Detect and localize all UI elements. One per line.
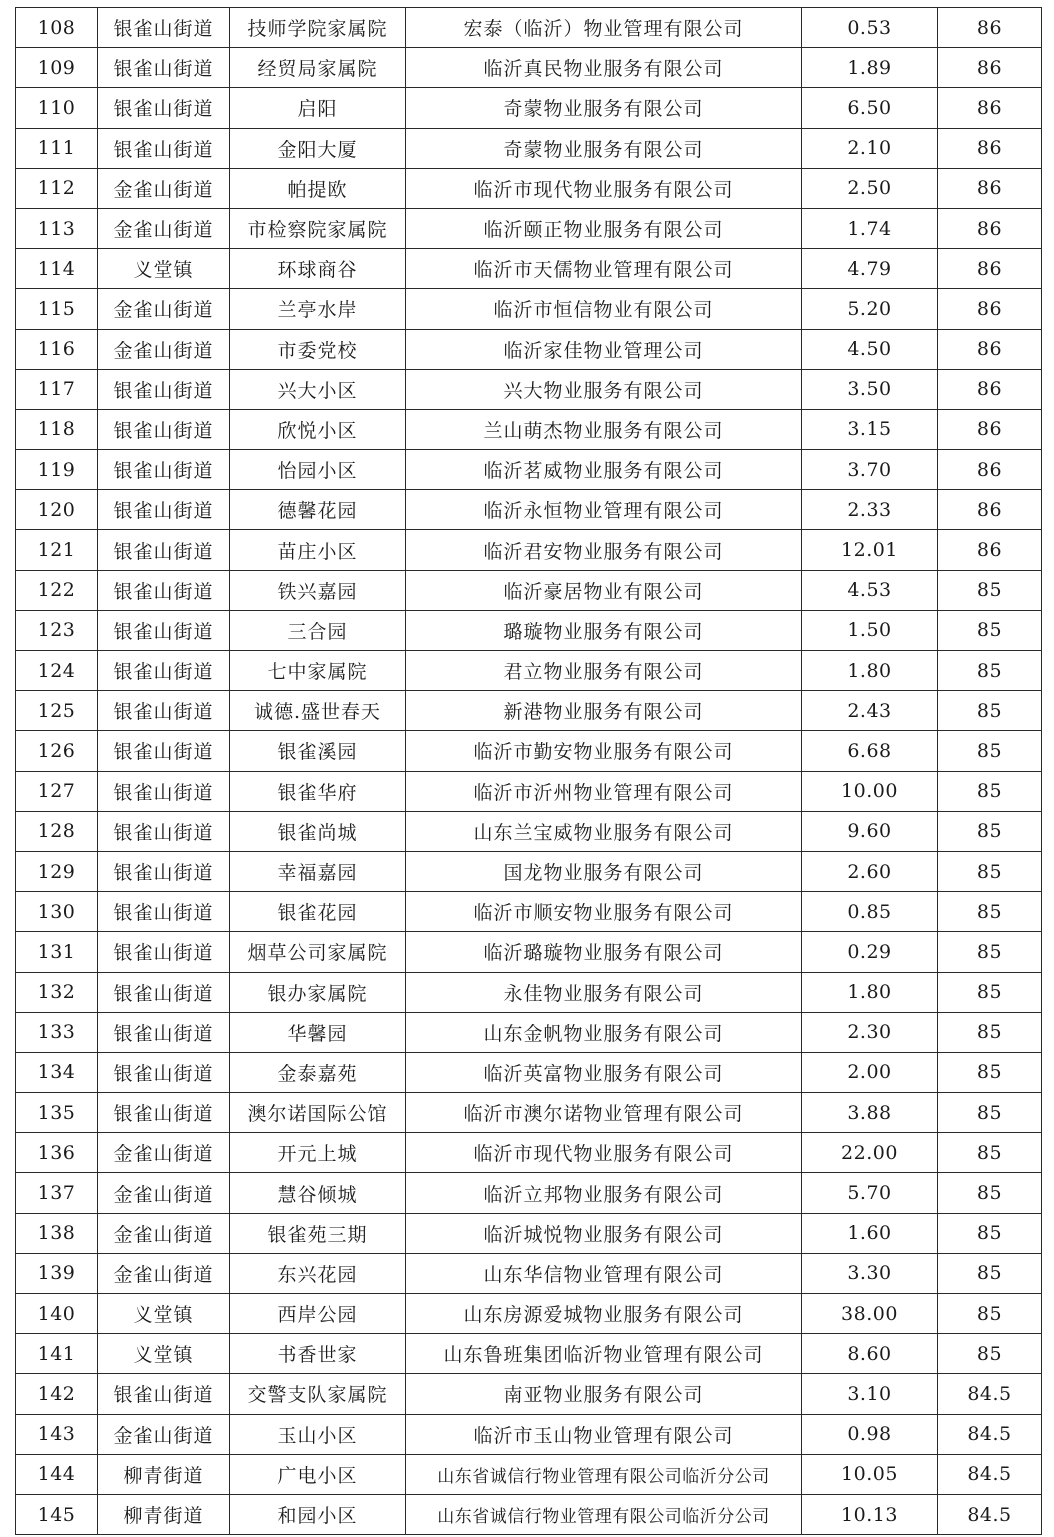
area-cell: 1.89 xyxy=(802,48,938,88)
community-cell: 环球商谷 xyxy=(230,249,406,289)
row-number-cell: 118 xyxy=(16,409,98,449)
street-cell: 银雀山街道 xyxy=(98,731,230,771)
community-cell: 三合园 xyxy=(230,610,406,650)
score-cell: 85 xyxy=(938,691,1042,731)
company-cell: 山东省诚信行物业管理有限公司临沂分公司 xyxy=(406,1454,802,1494)
community-cell: 技师学院家属院 xyxy=(230,8,406,48)
table-row xyxy=(16,128,1042,168)
company-cell: 永佳物业服务有限公司 xyxy=(406,972,802,1012)
table-row xyxy=(16,610,1042,650)
table-row xyxy=(16,570,1042,610)
company-cell: 临沂永恒物业管理有限公司 xyxy=(406,490,802,530)
score-cell: 85 xyxy=(938,771,1042,811)
score-cell: 85 xyxy=(938,811,1042,851)
score-cell: 86 xyxy=(938,329,1042,369)
score-cell: 84.5 xyxy=(938,1414,1042,1454)
table-row xyxy=(16,1294,1042,1334)
score-cell: 86 xyxy=(938,208,1042,248)
score-cell: 85 xyxy=(938,1334,1042,1374)
company-cell: 山东房源爱城物业服务有限公司 xyxy=(406,1294,802,1334)
score-cell: 84.5 xyxy=(938,1494,1042,1534)
row-number-cell: 111 xyxy=(16,128,98,168)
company-cell: 临沂茗威物业服务有限公司 xyxy=(406,450,802,490)
row-number-cell: 134 xyxy=(16,1052,98,1092)
area-cell: 2.33 xyxy=(802,490,938,530)
area-cell: 6.50 xyxy=(802,88,938,128)
community-cell: 德馨花园 xyxy=(230,490,406,530)
community-cell: 幸福嘉园 xyxy=(230,851,406,891)
company-cell: 临沂真民物业服务有限公司 xyxy=(406,48,802,88)
area-cell: 5.70 xyxy=(802,1173,938,1213)
community-cell: 开元上城 xyxy=(230,1133,406,1173)
table-row xyxy=(16,851,1042,891)
row-number-cell: 122 xyxy=(16,570,98,610)
area-cell: 12.01 xyxy=(802,530,938,570)
table-row xyxy=(16,289,1042,329)
street-cell: 银雀山街道 xyxy=(98,972,230,1012)
company-cell: 临沂立邦物业服务有限公司 xyxy=(406,1173,802,1213)
company-cell: 临沂家佳物业管理公司 xyxy=(406,329,802,369)
row-number-cell: 121 xyxy=(16,530,98,570)
score-cell: 85 xyxy=(938,1012,1042,1052)
community-cell: 七中家属院 xyxy=(230,651,406,691)
company-cell: 临沂豪居物业有限公司 xyxy=(406,570,802,610)
company-cell: 山东省诚信行物业管理有限公司临沂分公司 xyxy=(406,1494,802,1534)
area-cell: 1.50 xyxy=(802,610,938,650)
table-row xyxy=(16,1173,1042,1213)
table-row xyxy=(16,208,1042,248)
street-cell: 银雀山街道 xyxy=(98,651,230,691)
community-cell: 广电小区 xyxy=(230,1454,406,1494)
street-cell: 银雀山街道 xyxy=(98,88,230,128)
row-number-cell: 135 xyxy=(16,1093,98,1133)
company-cell: 临沂市现代物业服务有限公司 xyxy=(406,168,802,208)
table-row xyxy=(16,8,1042,48)
score-cell: 85 xyxy=(938,570,1042,610)
table-row xyxy=(16,530,1042,570)
community-cell: 帕提欧 xyxy=(230,168,406,208)
community-cell: 华馨园 xyxy=(230,1012,406,1052)
community-cell: 金阳大厦 xyxy=(230,128,406,168)
table-row xyxy=(16,651,1042,691)
company-cell: 山东兰宝威物业服务有限公司 xyxy=(406,811,802,851)
table-row xyxy=(16,771,1042,811)
street-cell: 义堂镇 xyxy=(98,1334,230,1374)
community-cell: 市检察院家属院 xyxy=(230,208,406,248)
table-row xyxy=(16,731,1042,771)
area-cell: 9.60 xyxy=(802,811,938,851)
table-row xyxy=(16,1093,1042,1133)
company-cell: 临沂市沂州物业管理有限公司 xyxy=(406,771,802,811)
area-cell: 4.53 xyxy=(802,570,938,610)
row-number-cell: 143 xyxy=(16,1414,98,1454)
street-cell: 银雀山街道 xyxy=(98,892,230,932)
area-cell: 38.00 xyxy=(802,1294,938,1334)
street-cell: 银雀山街道 xyxy=(98,8,230,48)
company-cell: 临沂颐正物业服务有限公司 xyxy=(406,208,802,248)
table-row xyxy=(16,1494,1042,1534)
table-row xyxy=(16,450,1042,490)
table-row xyxy=(16,892,1042,932)
community-cell: 经贸局家属院 xyxy=(230,48,406,88)
community-cell: 慧谷倾城 xyxy=(230,1173,406,1213)
street-cell: 银雀山街道 xyxy=(98,1052,230,1092)
row-number-cell: 144 xyxy=(16,1454,98,1494)
row-number-cell: 109 xyxy=(16,48,98,88)
community-cell: 金泰嘉苑 xyxy=(230,1052,406,1092)
score-cell: 86 xyxy=(938,369,1042,409)
row-number-cell: 114 xyxy=(16,249,98,289)
row-number-cell: 141 xyxy=(16,1334,98,1374)
community-cell: 烟草公司家属院 xyxy=(230,932,406,972)
table-row xyxy=(16,1334,1042,1374)
company-cell: 山东华信物业管理有限公司 xyxy=(406,1253,802,1293)
area-cell: 3.70 xyxy=(802,450,938,490)
area-cell: 22.00 xyxy=(802,1133,938,1173)
table-row xyxy=(16,972,1042,1012)
score-cell: 85 xyxy=(938,1253,1042,1293)
area-cell: 1.80 xyxy=(802,651,938,691)
score-cell: 85 xyxy=(938,1093,1042,1133)
table-row xyxy=(16,1253,1042,1293)
area-cell: 0.53 xyxy=(802,8,938,48)
property-score-table xyxy=(15,7,1042,1535)
street-cell: 金雀山街道 xyxy=(98,1414,230,1454)
company-cell: 宏泰（临沂）物业管理有限公司 xyxy=(406,8,802,48)
area-cell: 2.50 xyxy=(802,168,938,208)
street-cell: 银雀山街道 xyxy=(98,490,230,530)
street-cell: 金雀山街道 xyxy=(98,1133,230,1173)
score-cell: 85 xyxy=(938,610,1042,650)
row-number-cell: 137 xyxy=(16,1173,98,1213)
area-cell: 1.74 xyxy=(802,208,938,248)
score-cell: 86 xyxy=(938,8,1042,48)
area-cell: 10.00 xyxy=(802,771,938,811)
row-number-cell: 132 xyxy=(16,972,98,1012)
row-number-cell: 133 xyxy=(16,1012,98,1052)
community-cell: 欣悦小区 xyxy=(230,409,406,449)
score-cell: 86 xyxy=(938,88,1042,128)
company-cell: 临沂市勤安物业服务有限公司 xyxy=(406,731,802,771)
score-cell: 86 xyxy=(938,128,1042,168)
row-number-cell: 138 xyxy=(16,1213,98,1253)
street-cell: 金雀山街道 xyxy=(98,168,230,208)
row-number-cell: 120 xyxy=(16,490,98,530)
community-cell: 兰亭水岸 xyxy=(230,289,406,329)
row-number-cell: 127 xyxy=(16,771,98,811)
street-cell: 银雀山街道 xyxy=(98,570,230,610)
street-cell: 义堂镇 xyxy=(98,249,230,289)
score-cell: 86 xyxy=(938,168,1042,208)
area-cell: 2.60 xyxy=(802,851,938,891)
score-cell: 86 xyxy=(938,289,1042,329)
score-cell: 85 xyxy=(938,731,1042,771)
table-row xyxy=(16,168,1042,208)
table-row xyxy=(16,88,1042,128)
score-cell: 86 xyxy=(938,249,1042,289)
table-row xyxy=(16,249,1042,289)
street-cell: 银雀山街道 xyxy=(98,610,230,650)
company-cell: 临沂璐璇物业服务有限公司 xyxy=(406,932,802,972)
row-number-cell: 119 xyxy=(16,450,98,490)
row-number-cell: 124 xyxy=(16,651,98,691)
area-cell: 2.00 xyxy=(802,1052,938,1092)
company-cell: 临沂城悦物业服务有限公司 xyxy=(406,1213,802,1253)
row-number-cell: 123 xyxy=(16,610,98,650)
community-cell: 银办家属院 xyxy=(230,972,406,1012)
company-cell: 新港物业服务有限公司 xyxy=(406,691,802,731)
area-cell: 1.80 xyxy=(802,972,938,1012)
area-cell: 8.60 xyxy=(802,1334,938,1374)
area-cell: 3.88 xyxy=(802,1093,938,1133)
company-cell: 临沂市天儒物业管理有限公司 xyxy=(406,249,802,289)
score-cell: 84.5 xyxy=(938,1374,1042,1414)
street-cell: 义堂镇 xyxy=(98,1294,230,1334)
table-row xyxy=(16,329,1042,369)
score-cell: 86 xyxy=(938,48,1042,88)
community-cell: 交警支队家属院 xyxy=(230,1374,406,1414)
score-cell: 85 xyxy=(938,1294,1042,1334)
community-cell: 市委党校 xyxy=(230,329,406,369)
table-row xyxy=(16,1133,1042,1173)
company-cell: 山东鲁班集团临沂物业管理有限公司 xyxy=(406,1334,802,1374)
community-cell: 怡园小区 xyxy=(230,450,406,490)
street-cell: 柳青街道 xyxy=(98,1454,230,1494)
row-number-cell: 140 xyxy=(16,1294,98,1334)
score-cell: 86 xyxy=(938,409,1042,449)
row-number-cell: 115 xyxy=(16,289,98,329)
table-row xyxy=(16,1213,1042,1253)
area-cell: 3.15 xyxy=(802,409,938,449)
area-cell: 4.79 xyxy=(802,249,938,289)
community-cell: 银雀华府 xyxy=(230,771,406,811)
area-cell: 3.30 xyxy=(802,1253,938,1293)
street-cell: 银雀山街道 xyxy=(98,811,230,851)
street-cell: 金雀山街道 xyxy=(98,329,230,369)
score-cell: 85 xyxy=(938,1173,1042,1213)
company-cell: 临沂英富物业服务有限公司 xyxy=(406,1052,802,1092)
community-cell: 铁兴嘉园 xyxy=(230,570,406,610)
table-row xyxy=(16,1012,1042,1052)
street-cell: 银雀山街道 xyxy=(98,530,230,570)
street-cell: 金雀山街道 xyxy=(98,1213,230,1253)
company-cell: 临沂君安物业服务有限公司 xyxy=(406,530,802,570)
row-number-cell: 129 xyxy=(16,851,98,891)
area-cell: 10.13 xyxy=(802,1494,938,1534)
score-cell: 85 xyxy=(938,851,1042,891)
company-cell: 国龙物业服务有限公司 xyxy=(406,851,802,891)
community-cell: 银雀尚城 xyxy=(230,811,406,851)
community-cell: 东兴花园 xyxy=(230,1253,406,1293)
area-cell: 6.68 xyxy=(802,731,938,771)
street-cell: 银雀山街道 xyxy=(98,932,230,972)
row-number-cell: 126 xyxy=(16,731,98,771)
community-cell: 银雀花园 xyxy=(230,892,406,932)
table-row xyxy=(16,811,1042,851)
row-number-cell: 145 xyxy=(16,1494,98,1534)
area-cell: 0.29 xyxy=(802,932,938,972)
score-cell: 85 xyxy=(938,932,1042,972)
area-cell: 0.98 xyxy=(802,1414,938,1454)
street-cell: 金雀山街道 xyxy=(98,208,230,248)
street-cell: 银雀山街道 xyxy=(98,1012,230,1052)
community-cell: 西岸公园 xyxy=(230,1294,406,1334)
company-cell: 兴大物业服务有限公司 xyxy=(406,369,802,409)
area-cell: 1.60 xyxy=(802,1213,938,1253)
company-cell: 君立物业服务有限公司 xyxy=(406,651,802,691)
score-cell: 85 xyxy=(938,1213,1042,1253)
row-number-cell: 116 xyxy=(16,329,98,369)
score-cell: 86 xyxy=(938,450,1042,490)
table-row xyxy=(16,409,1042,449)
street-cell: 银雀山街道 xyxy=(98,409,230,449)
table-row xyxy=(16,490,1042,530)
score-cell: 85 xyxy=(938,892,1042,932)
company-cell: 奇蒙物业服务有限公司 xyxy=(406,128,802,168)
street-cell: 银雀山街道 xyxy=(98,1093,230,1133)
street-cell: 银雀山街道 xyxy=(98,48,230,88)
community-cell: 和园小区 xyxy=(230,1494,406,1534)
community-cell: 玉山小区 xyxy=(230,1414,406,1454)
area-cell: 2.30 xyxy=(802,1012,938,1052)
company-cell: 临沂市恒信物业有限公司 xyxy=(406,289,802,329)
table-row xyxy=(16,1374,1042,1414)
row-number-cell: 125 xyxy=(16,691,98,731)
area-cell: 2.10 xyxy=(802,128,938,168)
score-cell: 86 xyxy=(938,490,1042,530)
score-cell: 84.5 xyxy=(938,1454,1042,1494)
score-cell: 85 xyxy=(938,651,1042,691)
community-cell: 银雀苑三期 xyxy=(230,1213,406,1253)
community-cell: 启阳 xyxy=(230,88,406,128)
area-cell: 3.50 xyxy=(802,369,938,409)
area-cell: 10.05 xyxy=(802,1454,938,1494)
street-cell: 银雀山街道 xyxy=(98,771,230,811)
row-number-cell: 136 xyxy=(16,1133,98,1173)
table-row xyxy=(16,1414,1042,1454)
street-cell: 金雀山街道 xyxy=(98,1253,230,1293)
row-number-cell: 112 xyxy=(16,168,98,208)
table-row xyxy=(16,1454,1042,1494)
street-cell: 银雀山街道 xyxy=(98,1374,230,1414)
row-number-cell: 128 xyxy=(16,811,98,851)
row-number-cell: 117 xyxy=(16,369,98,409)
company-cell: 兰山萌杰物业服务有限公司 xyxy=(406,409,802,449)
table-row xyxy=(16,691,1042,731)
row-number-cell: 131 xyxy=(16,932,98,972)
street-cell: 金雀山街道 xyxy=(98,289,230,329)
company-cell: 临沂市顺安物业服务有限公司 xyxy=(406,892,802,932)
street-cell: 银雀山街道 xyxy=(98,450,230,490)
street-cell: 金雀山街道 xyxy=(98,1173,230,1213)
row-number-cell: 139 xyxy=(16,1253,98,1293)
area-cell: 2.43 xyxy=(802,691,938,731)
row-number-cell: 113 xyxy=(16,208,98,248)
street-cell: 银雀山街道 xyxy=(98,369,230,409)
area-cell: 4.50 xyxy=(802,329,938,369)
row-number-cell: 110 xyxy=(16,88,98,128)
area-cell: 3.10 xyxy=(802,1374,938,1414)
company-cell: 临沂市澳尔诺物业管理有限公司 xyxy=(406,1093,802,1133)
company-cell: 奇蒙物业服务有限公司 xyxy=(406,88,802,128)
community-cell: 银雀溪园 xyxy=(230,731,406,771)
community-cell: 苗庄小区 xyxy=(230,530,406,570)
street-cell: 银雀山街道 xyxy=(98,128,230,168)
score-cell: 85 xyxy=(938,1052,1042,1092)
score-cell: 85 xyxy=(938,1133,1042,1173)
street-cell: 银雀山街道 xyxy=(98,851,230,891)
row-number-cell: 108 xyxy=(16,8,98,48)
table-row xyxy=(16,369,1042,409)
table-body xyxy=(16,8,1042,1535)
area-cell: 5.20 xyxy=(802,289,938,329)
company-cell: 南亚物业服务有限公司 xyxy=(406,1374,802,1414)
company-cell: 璐璇物业服务有限公司 xyxy=(406,610,802,650)
area-cell: 0.85 xyxy=(802,892,938,932)
row-number-cell: 142 xyxy=(16,1374,98,1414)
table-row xyxy=(16,932,1042,972)
score-cell: 85 xyxy=(938,972,1042,1012)
community-cell: 兴大小区 xyxy=(230,369,406,409)
score-cell: 86 xyxy=(938,530,1042,570)
company-cell: 临沂市玉山物业管理有限公司 xyxy=(406,1414,802,1454)
community-cell: 书香世家 xyxy=(230,1334,406,1374)
table-row xyxy=(16,48,1042,88)
street-cell: 柳青街道 xyxy=(98,1494,230,1534)
company-cell: 临沂市现代物业服务有限公司 xyxy=(406,1133,802,1173)
company-cell: 山东金帆物业服务有限公司 xyxy=(406,1012,802,1052)
row-number-cell: 130 xyxy=(16,892,98,932)
table-row xyxy=(16,1052,1042,1092)
community-cell: 澳尔诺国际公馆 xyxy=(230,1093,406,1133)
community-cell: 诚德.盛世春天 xyxy=(230,691,406,731)
street-cell: 银雀山街道 xyxy=(98,691,230,731)
